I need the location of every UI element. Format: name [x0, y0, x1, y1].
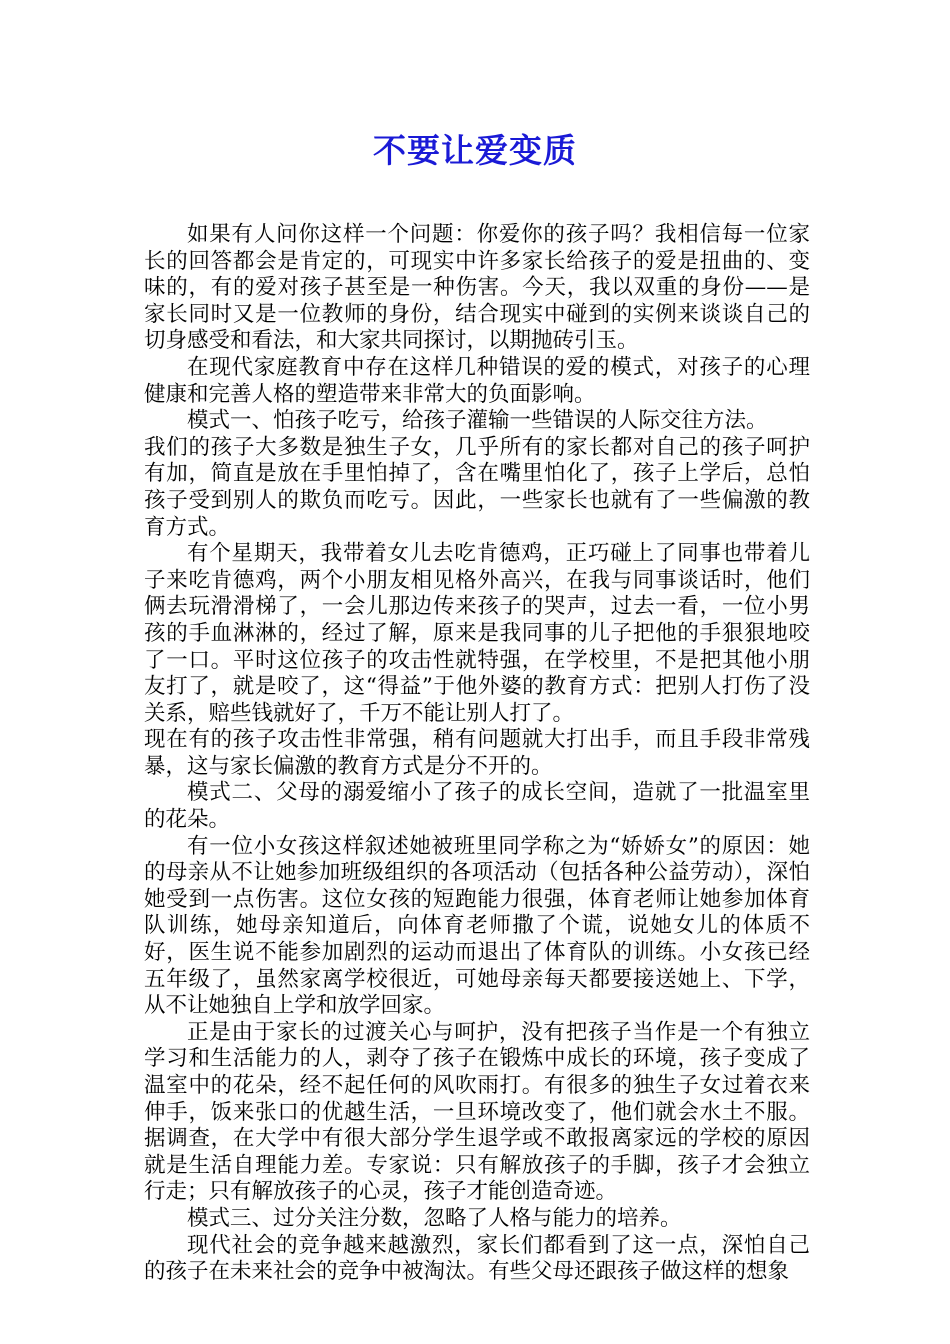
paragraph-mode-two-heading: 模式二、父母的溺爱缩小了孩子的成长空间，造就了一批温室里的花朵。: [144, 780, 810, 833]
paragraph-aggression-note: 现在有的孩子攻击性非常强，稍有问题就大打出手，而且手段非常残暴，这与家长偏激的教育方式是分不开的。: [144, 727, 810, 779]
paragraph-intro: 如果有人问你这样一个问题：你爱你的孩子吗？我相信每一位家长的回答都会是肯定的，可现实中许多家长给孩子的爱是扭曲的、变味的，有的爱对孩子甚至是一种伤害。今天，我以双重的身份——是家长同时又是一位教师的身份，结合现实中碰到的实例来谈谈自己的切身感受和看法，和大家共同探讨，以期抛砖引玉。: [144, 222, 810, 354]
paragraph-kfc-story: 有个星期天，我带着女儿去吃肯德鸡，正巧碰上了同事也带着儿子来吃肯德鸡，两个小朋友相见格外高兴，在我与同事谈话时，他们俩去玩滑滑梯了，一会儿那边传来孩子的哭声，过去一看，一位小男孩的手血淋淋的，经过了解，原来是我同事的儿子把他的手狠狠地咬了一口。平时这位孩子的攻击性就特强，在学校里，不是把其他小朋友打了，就是咬了，这“得益”于他外婆的教育方式：把别人打伤了没关系，赔些钱就好了，千万不能让别人打了。: [144, 541, 810, 726]
paragraph-competition: 现代社会的竞争越来越激烈，家长们都看到了这一点，深怕自己的孩子在未来社会的竞争中被淘汰。有些父母还跟孩子做这样的想象: [144, 1232, 810, 1285]
paragraph-girl-story: 有一位小女孩这样叙述她被班里同学称之为“娇娇女”的原因：她的母亲从不让她参加班级组织的各项活动（包括各种公益劳动），深怕她受到一点伤害。这位女孩的短跑能力很强，体育老师让她参加体育队训练，她母亲知道后，向体育老师撒了个谎，说她女儿的体质不好，医生说不能参加剧烈的运动而退出了体育队的训练。小女孩已经五年级了，虽然家离学校很近，可她母亲每天都要接送她上、下学，从不让她独自上学和放学回家。: [144, 833, 810, 1019]
paragraph-overview: 在现代家庭教育中存在这样几种错误的爱的模式，对孩子的心理健康和完善人格的塑造带来非常大的负面影响。: [144, 354, 810, 407]
paragraph-overprotection: 正是由于家长的过渡关心与呵护，没有把孩子当作是一个有独立学习和生活能力的人，剥夺了孩子在锻炼中成长的环境，孩子变成了温室中的花朵，经不起任何的风吹雨打。有很多的独生子女过着衣来伸手，饭来张口的优越生活，一旦环境改变了，他们就会水土不服。据调查，在大学中有很大部分学生退学或不敢报离家远的学校的原因就是生活自理能力差。专家说：只有解放孩子的手脚，孩子才会独立行走；只有解放孩子的心灵，孩子才能创造奇迹。: [144, 1019, 810, 1205]
document-body: [144, 222, 810, 1286]
paragraph-mode-one-heading: 模式一、怕孩子吃亏，给孩子灌输一些错误的人际交往方法。: [187, 408, 768, 434]
paragraph-mode-one-body: 我们的孩子大多数是独生子女，几乎所有的家长都对自己的孩子呵护有加，简直是放在手里怕掉了，含在嘴里怕化了，孩子上学后，总怕孩子受到别人的欺负而吃亏。因此，一些家长也就有了一些偏激的教育方式。: [144, 434, 810, 540]
document-title: 不要让爱变质: [373, 131, 577, 170]
paragraph-mode-three-heading: 模式三、过分关注分数，忽略了人格与能力的培养。: [187, 1205, 682, 1231]
